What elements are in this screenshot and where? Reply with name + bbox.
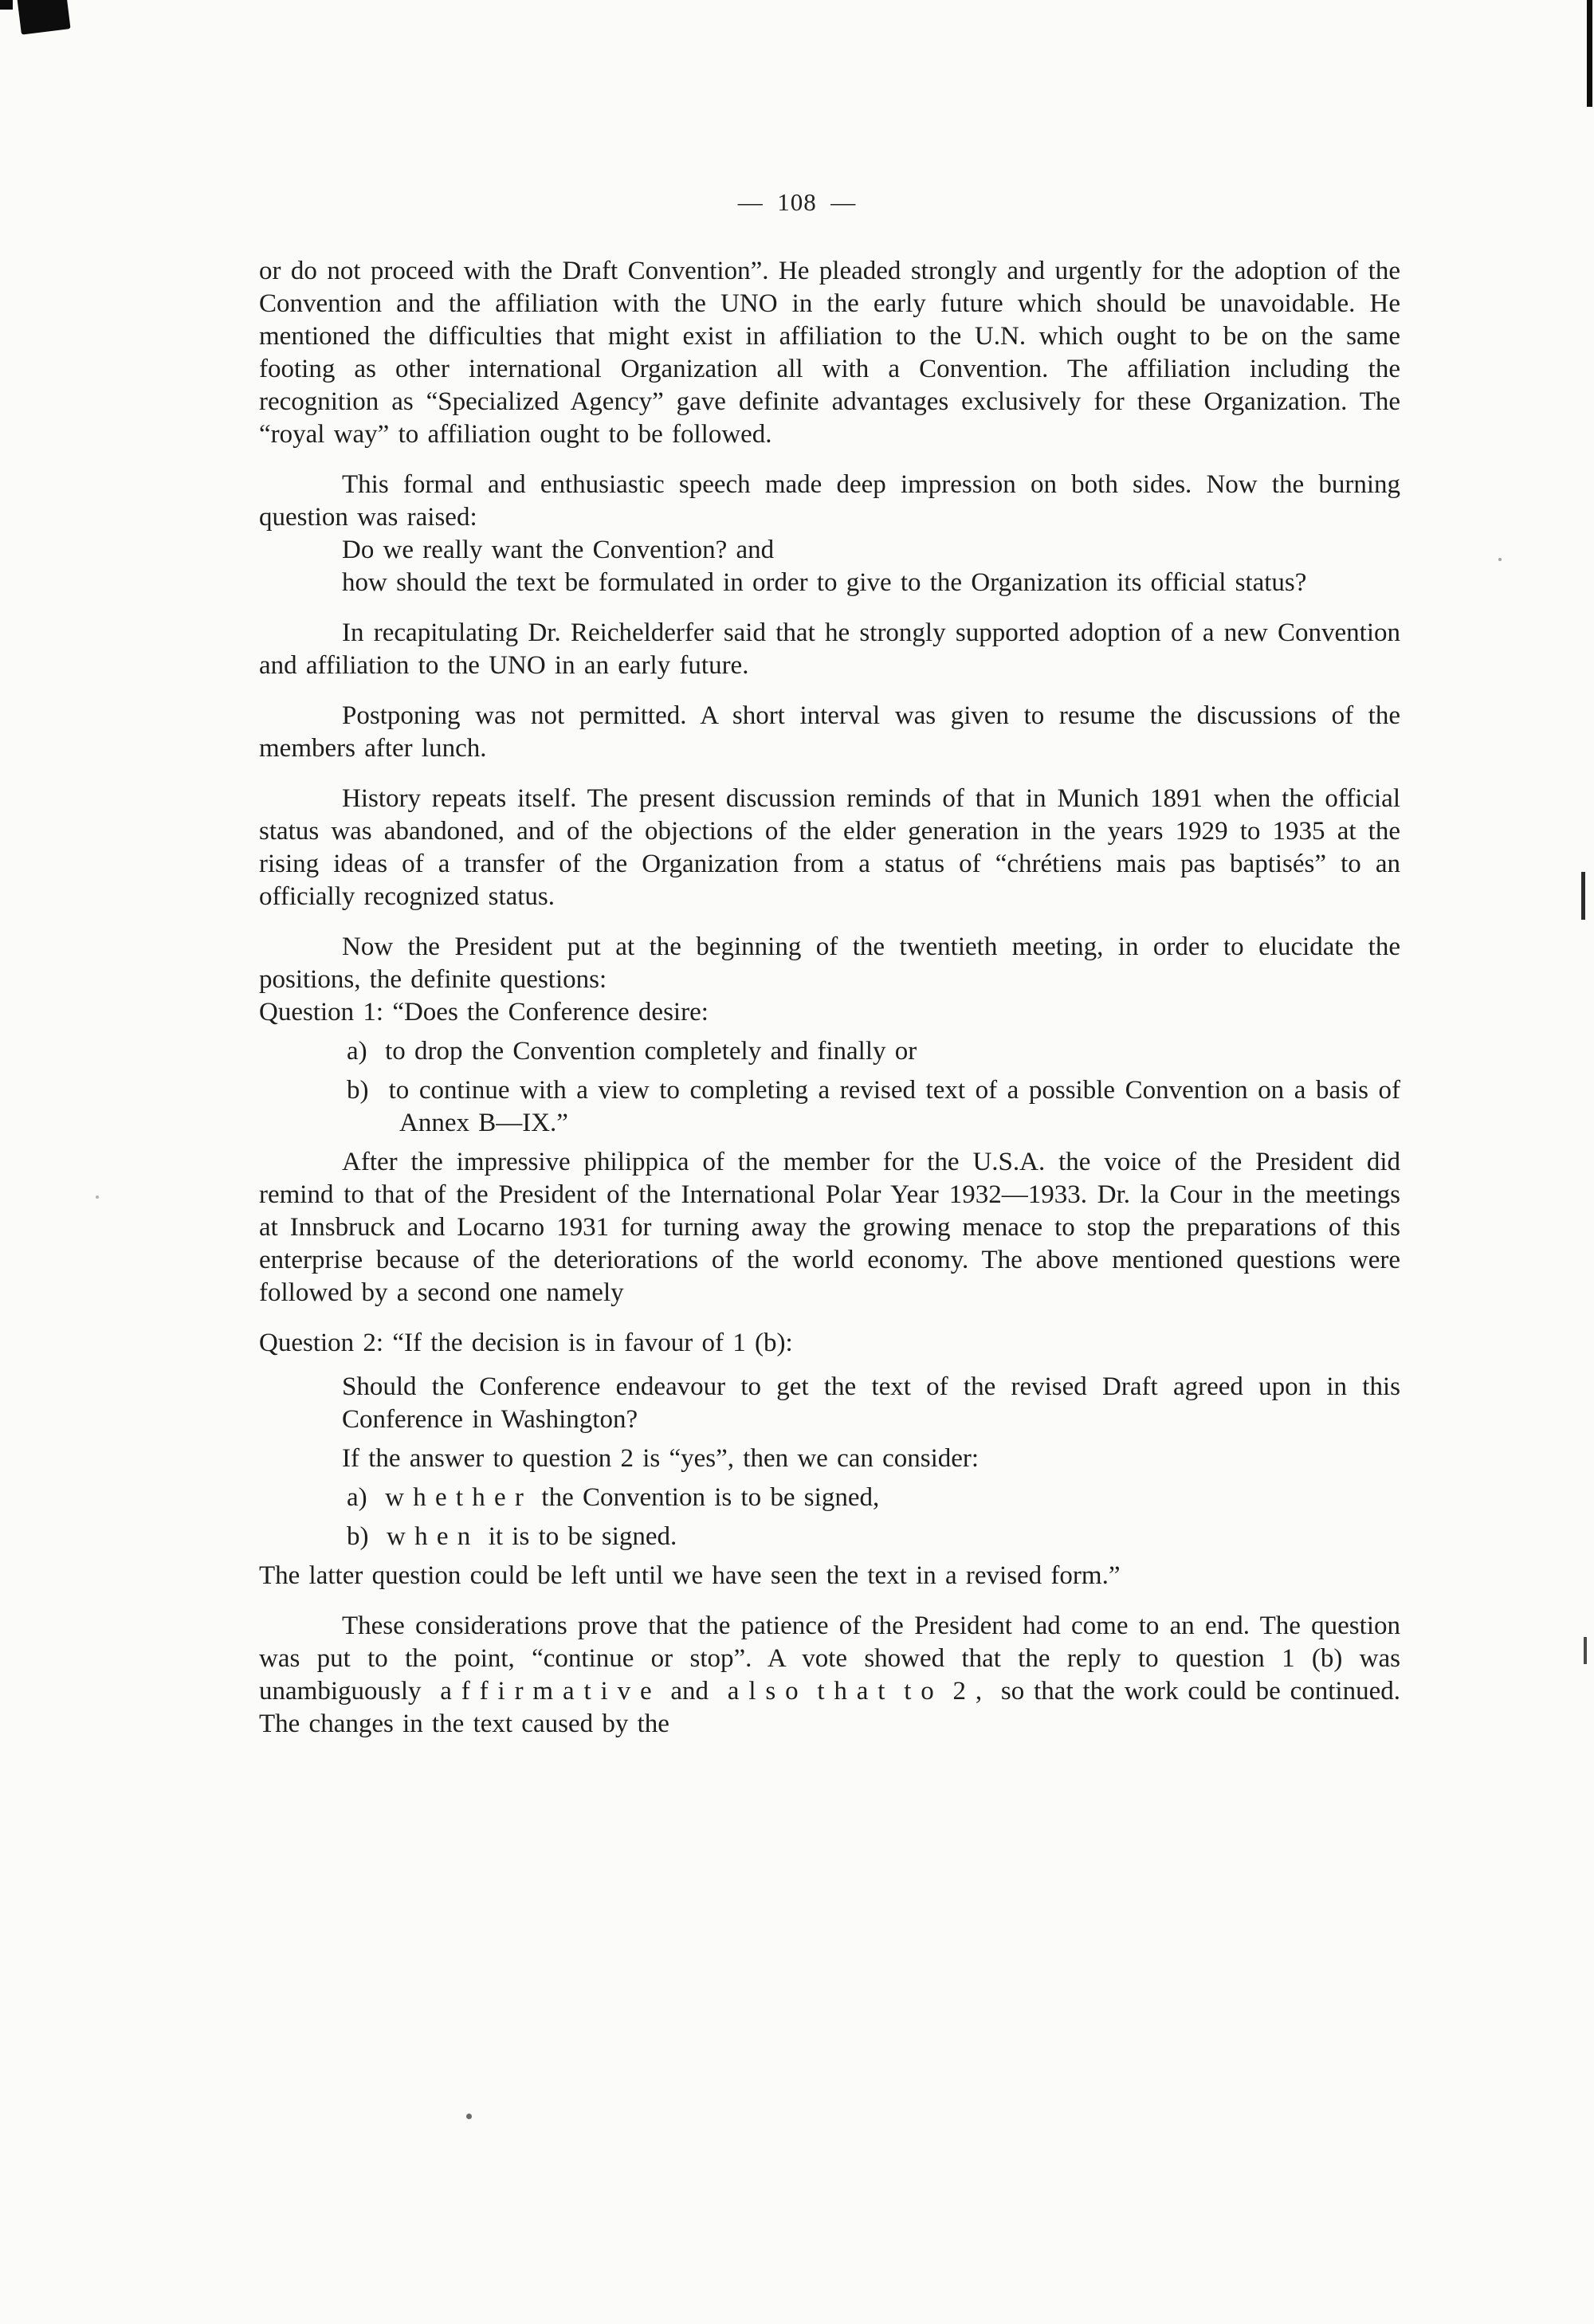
scan-speck [1498, 558, 1502, 561]
list-item-q1-b: b) to continue with a view to completing a revised text of a possible Convention on a basis of Annex B—IX.” [347, 1076, 1400, 1137]
scan-artifact-right-tick [1581, 872, 1585, 920]
paragraph-history: History repeats itself. The present discussion reminds of that in Munich 1891 when the official status was abandoned, and of the objections of the elder generation in the years 1929 to 1935 at the rising ideas of a transfer of the Organization from a status of “chrétiens mais pas baptisés” to an officially recognized status. [259, 784, 1400, 911]
list-item-q2-a: a) w h e t h e r the Convention is to be signed, [347, 1483, 880, 1512]
scan-artifact-right-tick-2 [1584, 1637, 1587, 1664]
paragraph-philippica: After the impressive philippica of the member for the U.S.A. the voice of the President did remind to that of the President of the International Polar Year 1932—1933. Dr. la Cour in the meetings at Innsbruck and Locarno 1931 for turning away the growing menace to stop the preparations of this enterprise because of the deteriorations of the world economy. The above mentioned questions were followed by a second one namely [259, 1148, 1400, 1307]
paragraph-recapitulating: In recapitulating Dr. Reichelderfer said that he strongly supported adoption of a new Convention and affiliation to the UNO in an early future. [259, 618, 1400, 680]
question-1-label: Question 1: “Does the Conference desire: [259, 998, 709, 1027]
scan-speck [96, 1195, 99, 1199]
paragraph-speech: This formal and enthusiastic speech made deep impression on both sides. Now the burning question was raised: [259, 470, 1400, 532]
scan-artifact-right-edge [1587, 0, 1592, 107]
line-how-should: how should the text be formulated in order to give to the Organization its official status? [342, 568, 1307, 597]
paragraph-latter-question: The latter question could be left until we have seen the text in a revised form.” [259, 1561, 1121, 1590]
question-raised-block [342, 534, 1400, 599]
list-item-q1-a: a) to drop the Convention completely and finally or [347, 1037, 917, 1066]
page-number: — 108 — [737, 188, 857, 216]
scan-artifact-top-left [17, 0, 70, 35]
question-2-block [342, 1371, 1400, 1475]
line-do-we-want: Do we really want the Convention? and [342, 536, 775, 564]
line-should-conference: Should the Conference endeavour to get the text of the revised Draft agreed upon in this Conference in Washington? [342, 1372, 1400, 1434]
paragraph-postponing: Postponing was not permitted. A short interval was given to resume the discussions of the members after lunch. [259, 701, 1400, 763]
text-column [259, 255, 1400, 1741]
scan-speck [466, 2114, 472, 2119]
list-item-q2-b: b) w h e n it is to be signed. [347, 1522, 677, 1551]
line-if-answer: If the answer to question 2 is “yes”, then we can consider: [342, 1444, 980, 1473]
paragraph-intro-continuation: or do not proceed with the Draft Convention”. He pleaded strongly and urgently for the adoption of the Convention and the affiliation with the UNO in the early future which should be unavoidable. He mentioned the difficulties that might exist in affiliation to the U.N. which ought to be on the same footing as other international Organization all with a Convention. The affiliation including the recognition as “Specialized Agency” gave definite advantages exclusively for these Organization. The “royal way” to affiliation ought to be followed. [259, 257, 1400, 449]
paragraph-considerations: These considerations prove that the patience of the President had come to an end. The question was put to the point, “continue or stop”. A vote showed that the reply to question 1 (b) was unambiguously a f f i r m a t i v e and a l s o t h a t t o 2 , so that the work could be continued. The changes in the text caused by the [259, 1611, 1400, 1738]
scan-artifact-corner-tail [0, 0, 13, 10]
paragraph-president: Now the President put at the beginning of the twentieth meeting, in order to elucidate the positions, the definite questions: [259, 932, 1400, 994]
question-2-label: Question 2: “If the decision is in favour of 1 (b): [259, 1329, 793, 1357]
